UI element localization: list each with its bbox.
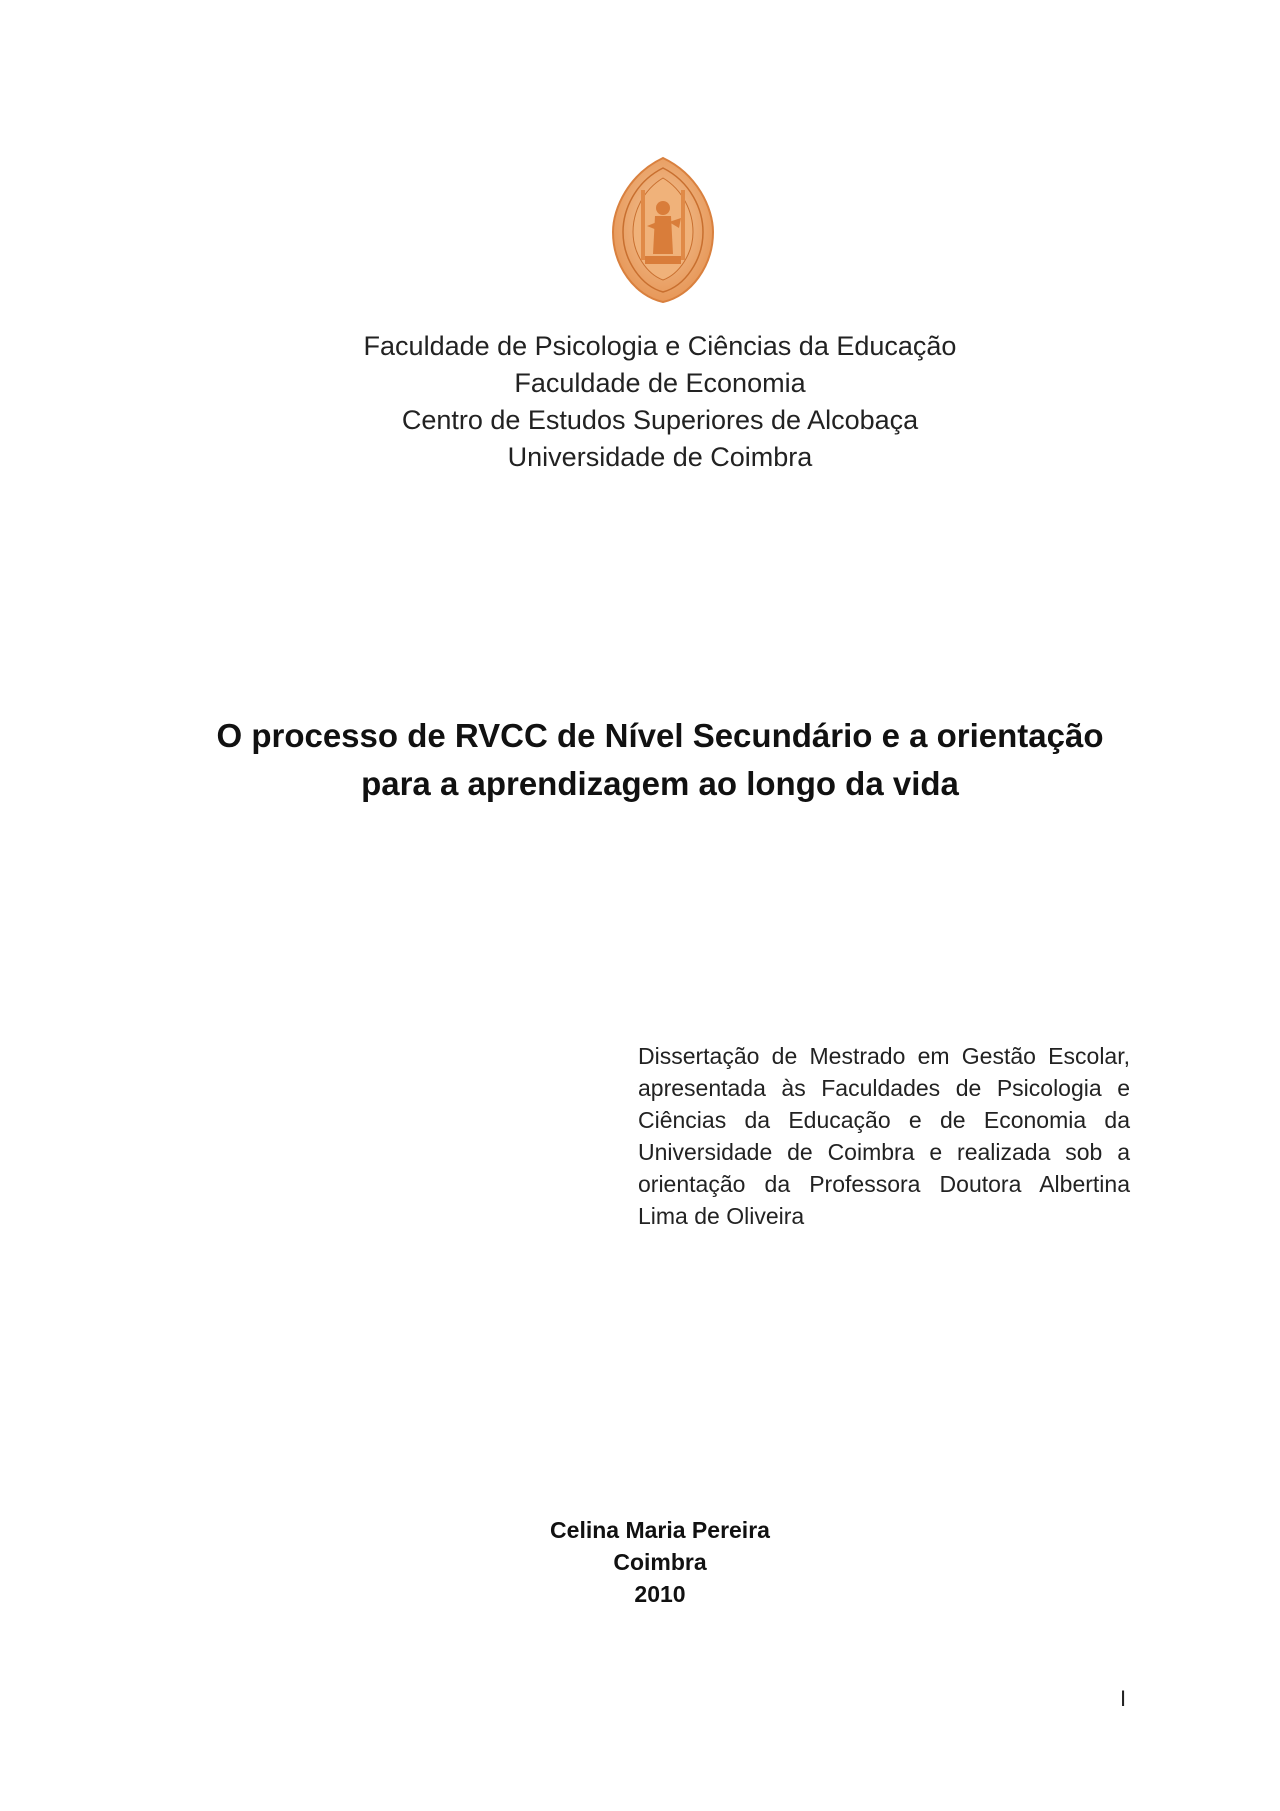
dissertation-description: Dissertação de Mestrado em Gestão Escolar, apresentada às Faculdades de Psicologia e Ciências da Educação e de Economia da Universidade de Coimbra e realizada sob a orientação da Professora Doutora Albertina Lima de Oliveira (638, 1043, 1130, 1229)
author-block (0, 1514, 1280, 1610)
institution-line: Faculdade de Psicologia e Ciências da Educação (363, 331, 957, 361)
title-line-1: O processo de RVCC de Nível Secundário e a orientação (216, 717, 1104, 754)
author-city: Coimbra (613, 1549, 707, 1575)
title-line-2: para a aprendizagem ao longo da vida (361, 765, 959, 802)
dissertation-title (0, 712, 1280, 808)
author-name: Celina Maria Pereira (550, 1517, 770, 1543)
page-number: I (1120, 1686, 1127, 1711)
institutions-block (0, 328, 1280, 476)
institution-line: Centro de Estudos Superiores de Alcobaça (401, 405, 919, 435)
institution-line: Faculdade de Economia (514, 368, 806, 398)
university-seal-icon (611, 156, 715, 304)
author-year: 2010 (634, 1581, 686, 1607)
institution-line: Universidade de Coimbra (507, 442, 813, 472)
